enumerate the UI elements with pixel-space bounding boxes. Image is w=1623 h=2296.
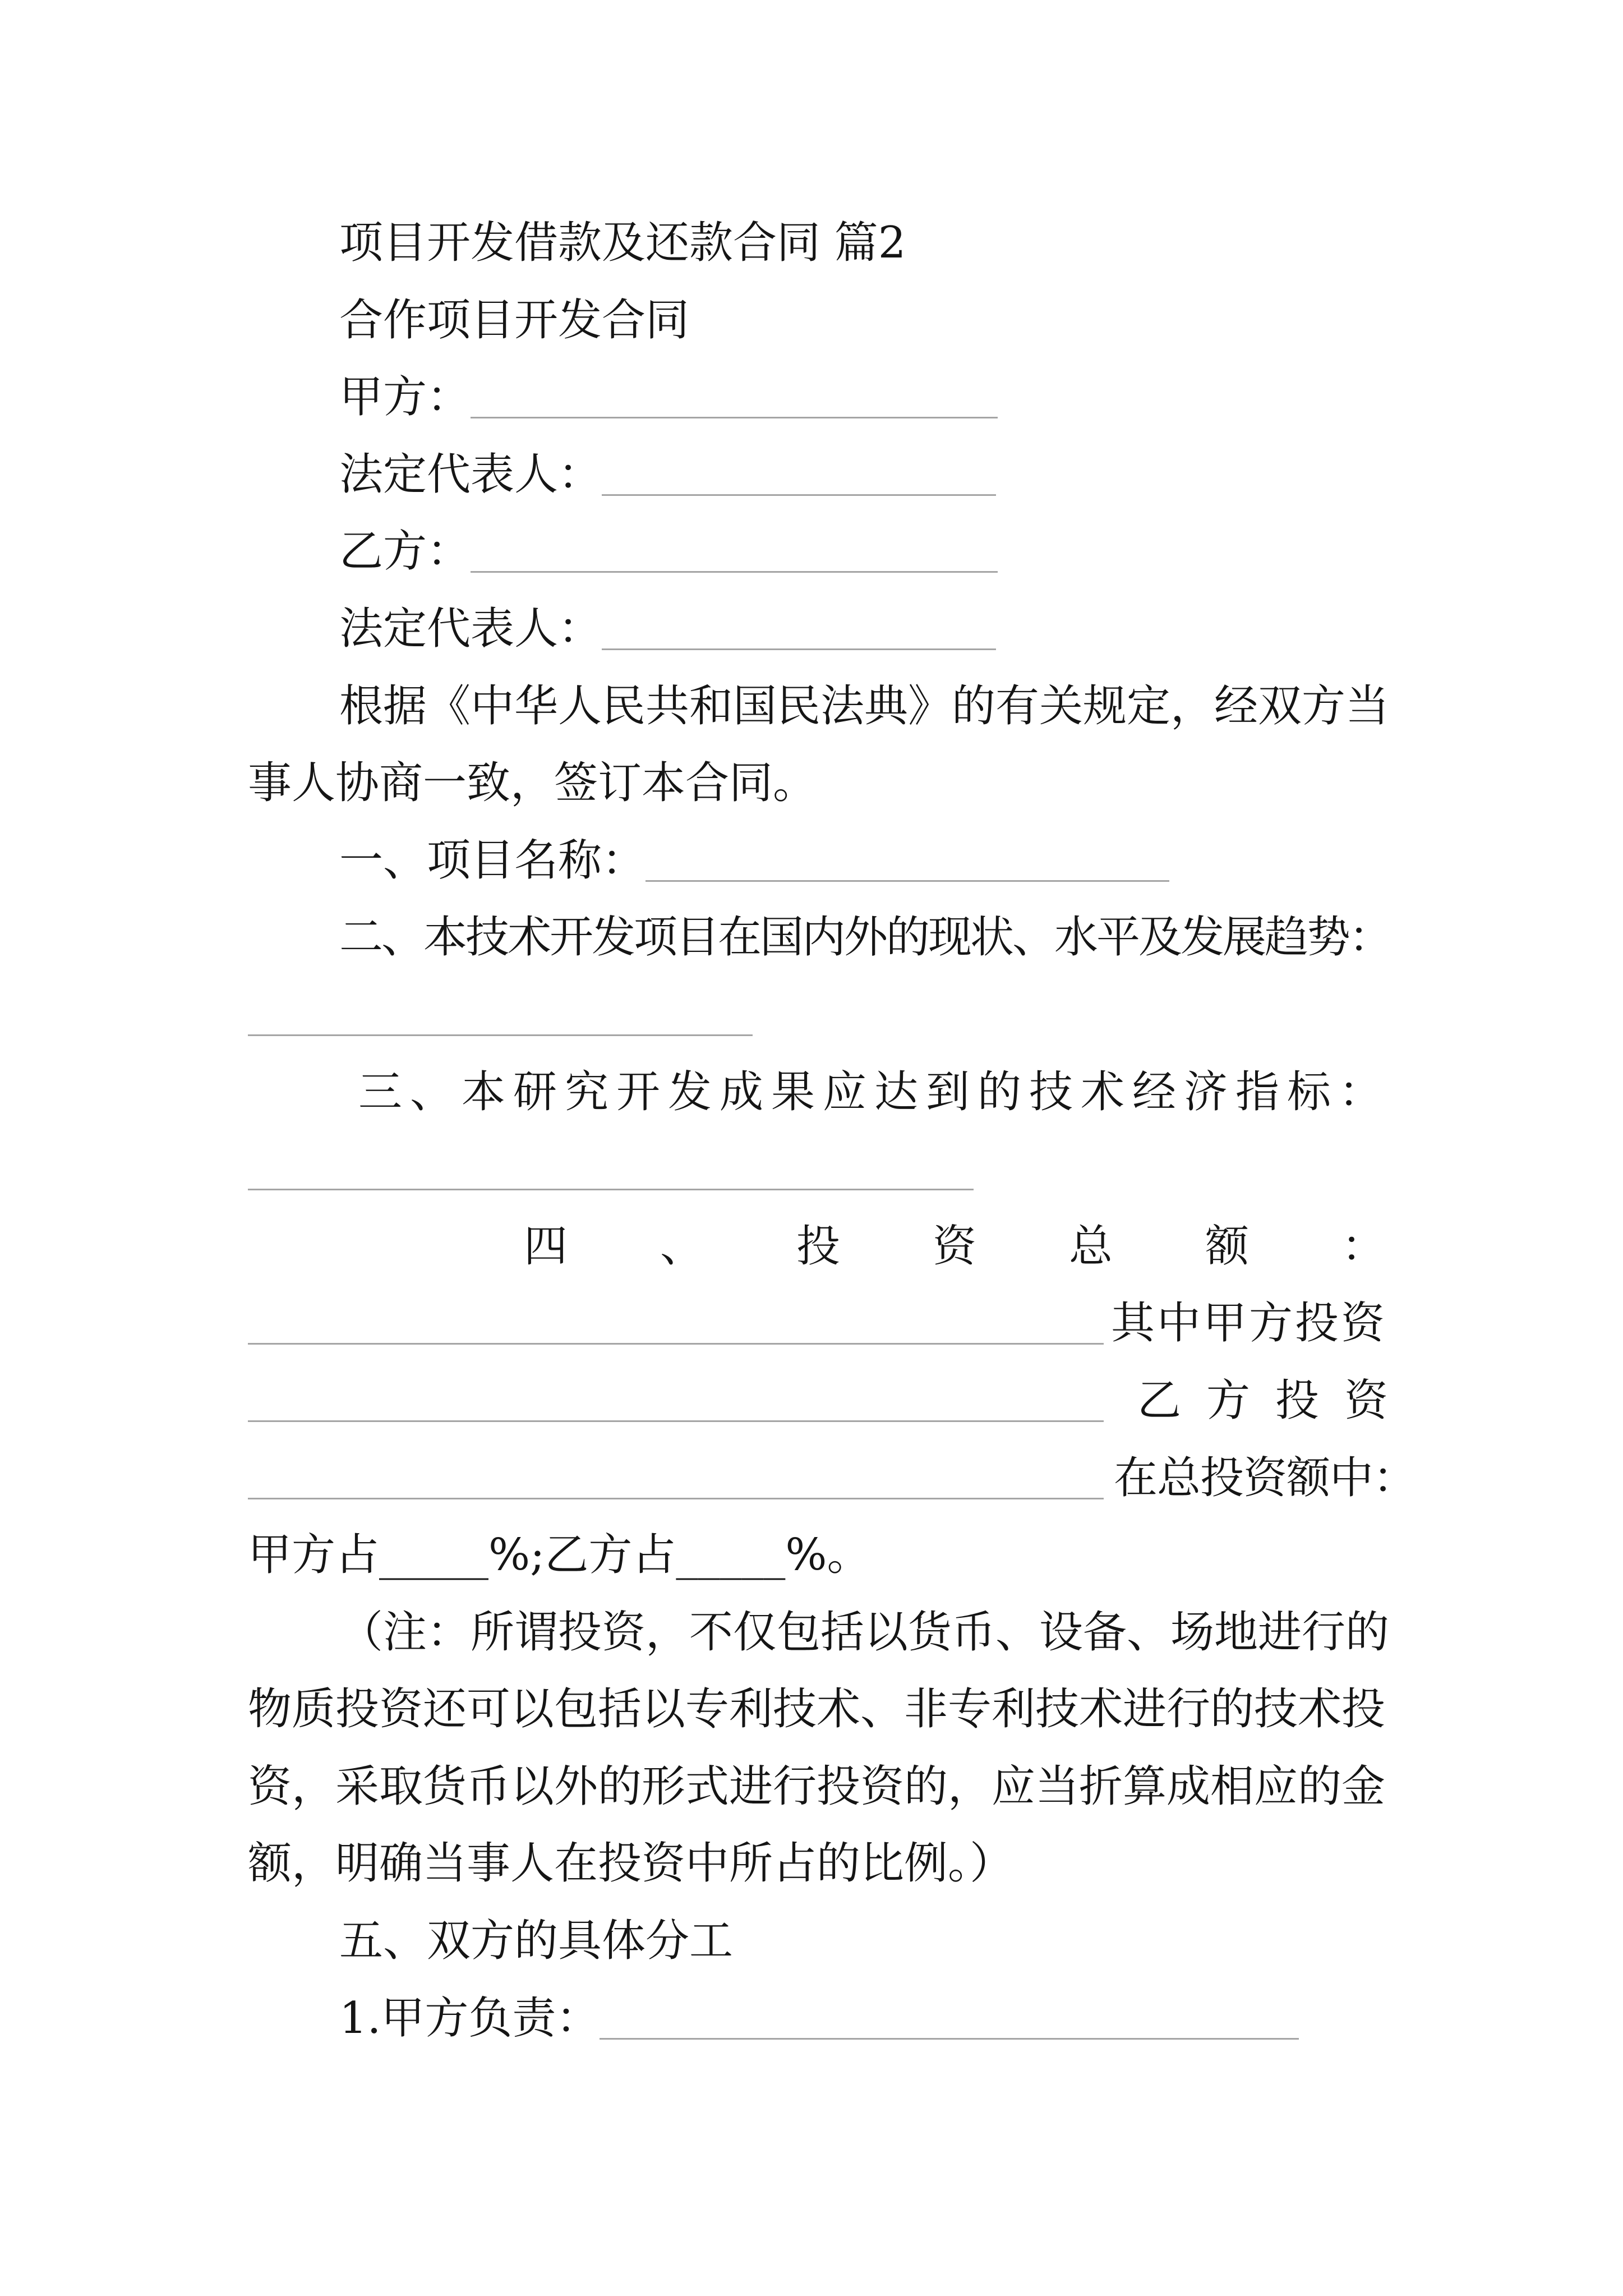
total-investment-label: 四、投资总额： (524, 1221, 1478, 1272)
document-heading (248, 205, 1426, 282)
total-investment-row-a (248, 1285, 1426, 1363)
party-b-label: 乙方： (339, 526, 471, 577)
division-of-work-label: 五、双方的具体分工 (339, 1916, 734, 1967)
preamble-text: 根据《中华人民共和国民法典》的有关规定，经双方当 (339, 680, 1390, 731)
party-b-rep-label: 法定代表人： (339, 603, 602, 654)
contract-title (248, 282, 1426, 360)
project-name-label: 一、项目名称： (339, 835, 646, 886)
party-b-investment-label: 乙方投资 (1137, 1375, 1414, 1426)
preamble-line-1 (248, 668, 1426, 746)
party-a-investment-label: 其中甲方投资 (1111, 1298, 1387, 1349)
clause-project-name (248, 822, 1426, 900)
investment-note-line-4 (248, 1825, 1426, 1903)
technical-indicators-label: 三、本研究开发成果应达到的技术经济指标： (358, 1066, 1391, 1117)
party-a-duty-label: 1.甲方负责： (339, 1993, 600, 2044)
share-ratio-text: 甲方占_____%;乙方占_____%。 (248, 1530, 871, 1581)
investment-note-line-1 (248, 1594, 1426, 1672)
party-b-rep-row (248, 591, 1426, 668)
total-investment-row-c (248, 1440, 1426, 1517)
heading-text: 项目开发借款及还款合同 篇2 (339, 218, 906, 268)
document-page (248, 205, 1478, 2057)
party-a-duty-row (248, 1980, 1426, 2058)
party-a-investment-blank (248, 1420, 1104, 1422)
investment-note-text: （注：所谓投资，不仅包括以货币、设备、场地进行的 (339, 1607, 1390, 1658)
status-quo-label: 二、本技术开发项目在国内外的现状、水平及发展趋势： (339, 912, 1391, 963)
status-quo-blank (248, 1034, 753, 1036)
project-name-blank (645, 880, 1169, 882)
preamble-text: 事人协商一致，签订本合同。 (248, 758, 817, 809)
investment-note-line-3 (248, 1749, 1426, 1826)
share-ratio-row (248, 1517, 1426, 1594)
preamble-line-2 (248, 745, 1426, 822)
party-a-row (248, 359, 1426, 436)
technical-indicators-blank-row (248, 1131, 1426, 1208)
clause-status-quo (248, 899, 1426, 977)
party-a-rep-row (248, 436, 1426, 514)
party-b-investment-blank (248, 1498, 1104, 1499)
clause-total-investment (248, 1208, 1478, 1286)
total-investment-row-b (248, 1363, 1426, 1440)
party-a-duty-blank (600, 2038, 1299, 2040)
clause-technical-indicators (248, 1054, 1426, 1131)
party-a-label: 甲方： (339, 372, 471, 423)
investment-note-text: 物质投资还可以包括以专利技术、非专利技术进行的技术投 (248, 1684, 1386, 1735)
investment-note-text: 额，明确当事人在投资中所占的比例。） (248, 1838, 1014, 1889)
party-b-rep-blank (602, 648, 996, 650)
status-quo-blank-row (248, 977, 1426, 1054)
share-label: 在总投资额中： (1114, 1452, 1417, 1503)
party-b-blank (471, 571, 998, 573)
technical-indicators-blank (248, 1189, 974, 1190)
party-b-row (248, 513, 1426, 591)
party-a-rep-label: 法定代表人： (339, 449, 602, 500)
clause-division-of-work (248, 1903, 1426, 1980)
party-a-blank (471, 417, 998, 418)
party-a-rep-blank (602, 494, 996, 496)
investment-note-line-2 (248, 1671, 1426, 1749)
investment-note-text: 资，采取货币以外的形式进行投资的，应当折算成相应的金 (248, 1761, 1386, 1812)
total-investment-blank (248, 1343, 1104, 1345)
contract-title-text: 合作项目开发合同 (339, 295, 690, 346)
